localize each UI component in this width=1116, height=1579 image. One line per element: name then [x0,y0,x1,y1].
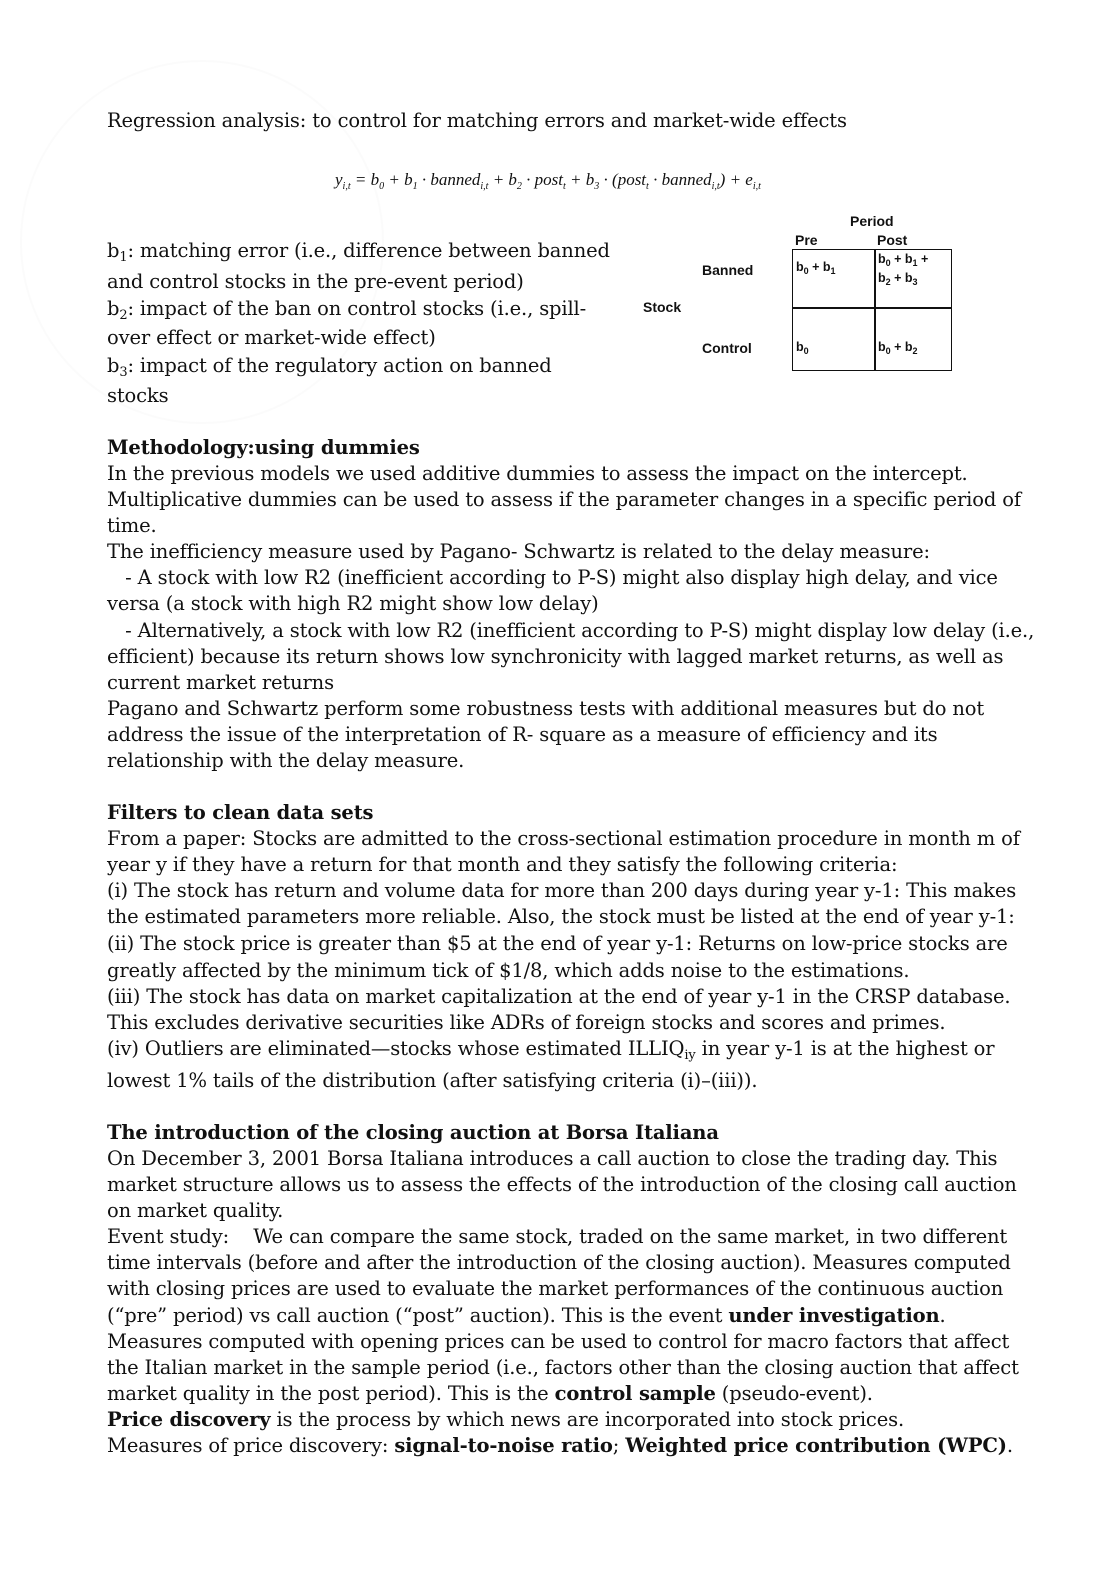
b2-description-line2: over effect or market-wide effect) [107,326,436,349]
paragraph-line: Event study: We can compare the same stock, traded on the same market, in two different [107,1225,1008,1248]
b2-description-line1: $b_2$: impact of the ban on control stocks (i.e., spill- [107,297,587,323]
paragraph-line: with closing prices are used to evaluate the market performances of the continuous auction [107,1277,1004,1300]
paragraph-line: - Alternatively, a stock with low R2 (inefficient according to P-S) might display low delay (i.e., [107,619,1035,642]
table-banned-label: Banned [702,262,754,278]
b1-description-line2: and control stocks in the pre-event period) [107,270,524,293]
paragraph-line: year y if they have a return for that month and they satisfy the following criteria: [107,853,898,876]
paragraph-line: relationship with the delay measure. [107,749,465,772]
paragraph-line: From a paper: Stocks are admitted to the cross-sectional estimation procedure in month m of [107,827,1020,850]
paragraph-line: On December 3, 2001 Borsa Italiana introduces a call auction to close the trading day. This [107,1147,998,1170]
paragraph-line: Pagano and Schwartz perform some robustness tests with additional measures but do not [107,697,985,720]
paragraph-line: versa (a stock with high R2 might show low delay) [107,592,599,615]
table-cell-control-pre: $b_0$ [792,307,876,371]
paragraph-line: In the previous models we used additive dummies to assess the impact on the intercept. [107,462,968,485]
paragraph-line: current market returns [107,671,334,694]
paragraph-line: efficient) because its return shows low synchronicity with lagged market returns, as well as [107,645,1004,668]
paragraph-line: time. [107,514,157,537]
paragraph-line: Measures computed with opening prices can be used to control for macro factors that affect [107,1330,1010,1353]
table-cell-control-post: $b_0 + b_2$ [874,307,952,371]
section-heading-methodology: Methodology:using dummies [107,436,420,459]
regression-equation: $y_{i,t} = b_0 + b_1$ · banned$_{i,t}$ + $b_2$ · post$_t$ + $b_3$ · (post$_t$ · banned$_{i,t}$) + $e_{i,t}$ [335,170,761,192]
paragraph-line: address the issue of the interpretation of R- square as a measure of efficiency and its [107,723,938,746]
paragraph-line: - A stock with low R2 (inefficient according to P-S) might also display high delay, and vice [107,566,998,589]
table-cell-banned-post: $b_0 + b_1$ + $b_2 + b_3$ [874,249,952,309]
paragraph-line: The inefficiency measure used by Pagano- Schwartz is related to the delay measure: [107,540,930,563]
paragraph-line: on market quality. [107,1199,284,1222]
table-cell-banned-pre: $b_0 + b_1$ [792,249,876,309]
b1-description-line1: $b_1$: matching error (i.e., difference between banned [107,239,610,265]
table-stock-label: Stock [643,299,682,315]
paragraph-line: the estimated parameters more reliable. Also, the stock must be listed at the end of year y-1: [107,905,1015,928]
paragraph-line: lowest 1% tails of the distribution (after satisfying criteria (i)–(iii)). [107,1069,758,1092]
table-pre-header: Pre [795,232,818,248]
paragraph-line: time intervals (before and after the introduction of the closing auction). Measures computed [107,1251,1011,1274]
table-control-label: Control [702,340,752,356]
paragraph-line: (“pre” period) vs call auction (“post” auction). This is the event under investigation. [107,1304,946,1327]
paragraph-line: (ii) The stock price is greater than $5 at the end of year y-1: Returns on low-price stocks are [107,932,1008,955]
paragraph-line: the Italian market in the sample period (i.e., factors other than the closing auction that affect [107,1356,1019,1379]
paragraph-line: Price discovery is the process by which news are incorporated into stock prices. [107,1408,904,1431]
paragraph-line: This excludes derivative securities like ADRs of foreign stocks and scores and primes. [107,1011,946,1034]
b3-description-line1: $b_3$: impact of the regulatory action on banned [107,354,552,380]
table-post-header: Post [877,232,908,248]
paragraph-line: market quality in the post period). This is the control sample (pseudo-event). [107,1382,873,1405]
paragraph-line: Multiplicative dummies can be used to assess if the parameter changes in a specific period of [107,488,1021,511]
section-heading-filters: Filters to clean data sets [107,801,374,824]
table-period-header: Period [850,213,894,229]
b3-description-line2: stocks [107,384,169,407]
section-heading-closing-auction: The introduction of the closing auction at Borsa Italiana [107,1121,719,1144]
paragraph-line: (iii) The stock has data on market capitalization at the end of year y-1 in the CRSP database. [107,985,1011,1008]
paragraph-line: (i) The stock has return and volume data for more than 200 days during year y-1: This makes [107,879,1017,902]
paragraph-line: market structure allows us to assess the effects of the introduction of the closing call auction [107,1173,1017,1196]
paragraph-line: Measures of price discovery: signal-to-noise ratio; Weighted price contribution (WPC). [107,1434,1013,1457]
paragraph-line: (iv) Outliers are eliminated—stocks whose estimated $ILLIQ_{iy}$ in year y-1 is at the highest or [107,1037,995,1063]
intro-text: Regression analysis: to control for matching errors and market-wide effects [107,109,847,132]
paragraph-line: greatly affected by the minimum tick of $1/8, which adds noise to the estimations. [107,959,910,982]
